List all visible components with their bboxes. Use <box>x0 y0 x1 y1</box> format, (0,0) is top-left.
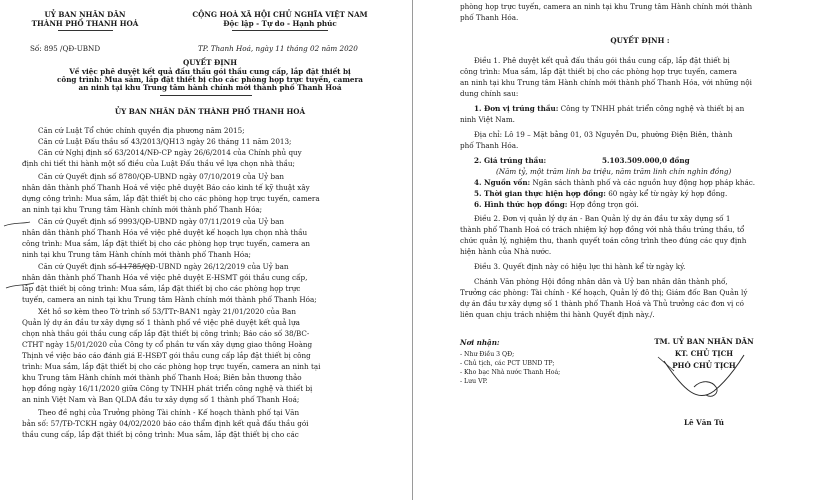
document-subtitle-line: Về việc phê duyệt kết quả đấu thầu gói thầu cung cấp, lắp đặt thiết bị <box>69 67 351 76</box>
body-line: an ninh Việt Nam và Ban QLDA đầu tư xây dựng số 1 thành phố Thanh Hoá; <box>22 395 300 404</box>
duration-label: 5. Thời gian thực hiện hợp đồng: <box>474 189 606 198</box>
duration-value: 60 ngày kể từ ngày ký hợp đồng. <box>605 189 728 198</box>
body-line: Căn cứ Luật Đấu thầu số 43/2013/QH13 ngày 26 tháng 11 năm 2013; <box>38 137 292 146</box>
price-value: 5.103.509.000,0 đồng <box>602 156 690 165</box>
article-2-line: hiện hành của Nhà nước. <box>460 247 552 256</box>
recipients-title: Nơi nhận: <box>460 338 500 347</box>
address-line: phố Thanh Hóa. <box>460 141 519 150</box>
duration-line <box>474 189 727 198</box>
body-line: chọn nhà thầu gói thầu cung cấp lắp đặt thiết bị công trình; Báo cáo số 38/BC- <box>22 329 310 338</box>
body-line: Căn cứ Quyết định số 8780/QĐ-UBND ngày 07/10/2019 của Uỷ ban <box>38 172 284 181</box>
price-in-words: (Năm tỷ, một trăm linh ba triệu, năm trăm linh chín nghìn đồng) <box>496 167 732 176</box>
address-line: Địa chỉ: Lô 19 – Mặt bằng 01, 03 Nguyễn Du, phường Điện Biên, thành <box>474 130 733 139</box>
body-line: khu Trung tâm Hành chính mới thành phố Thanh Hoá; Biên bản thương thảo <box>22 373 302 382</box>
body-line: ninh tại khu Trung tâm Hành chính mới thành phố Thanh Hóa; <box>22 250 251 259</box>
article-1-line: công trình: Mua sắm, lắp đặt thiết bị cho các phòng họp trực tuyến, camera <box>460 67 737 76</box>
price-label: 2. Giá trúng thầu: <box>474 156 547 165</box>
subtitle-underline <box>160 95 252 96</box>
agency-name-line-2: THÀNH PHỐ THANH HOÁ <box>31 19 139 28</box>
body-line: phòng họp trực tuyến, camera an ninh tại khu Trung tâm Hành chính mới thành <box>460 2 753 11</box>
body-line: Căn cứ Quyết định số 11785/QĐ-UBND ngày 26/12/2019 của Uỷ ban <box>38 262 289 271</box>
body-line: định chi tiết thi hành một số điều của Luật Đấu thầu về lựa chọn nhà thầu; <box>22 159 295 168</box>
body-line: dựng công trình: Mua sắm, lắp đặt thiết bị cho các phòng họp trực tuyến, camera <box>22 194 320 203</box>
recipient-item: - Kho bạc Nhà nước Thanh Hoá; <box>460 369 561 376</box>
national-motto: Độc lập - Tự do - Hạnh phúc <box>223 19 337 28</box>
winner-value: Công ty TNHH phát triển công nghệ và thiết bị an <box>558 104 745 113</box>
body-line: Căn cứ Quyết định số 9993/QĐ-UBND ngày 07/11/2019 của Uỷ ban <box>38 217 284 226</box>
body-line: Căn cứ Nghị định số 63/2014/NĐ-CP ngày 26/6/2014 của Chính phủ quy <box>38 148 302 157</box>
article-1-line: dung chính sau: <box>460 89 519 98</box>
contract-type-value: Hợp đồng trọn gói. <box>567 200 639 209</box>
winner-line <box>474 104 744 113</box>
body-line: thầu cung cấp, lắp đặt thiết bị công trình: Mua sắm, lắp đặt thiết bị cho các <box>22 430 299 439</box>
document-subtitle-line: an ninh tại khu Trung tâm hành chính mới thành phố Thanh Hoá <box>78 83 342 92</box>
document-page-right <box>440 0 840 500</box>
signer-name: Lê Văn Tú <box>683 418 724 427</box>
body-line: lắp đặt thiết bị công trình: Mua sắm, lắp đặt thiết bị cho các phòng họp trực <box>22 284 301 293</box>
body-line: Quản lý dự án đầu tư xây dựng số 1 thành phố về việc phê duyệt kết quả lựa <box>22 318 300 327</box>
capital-value: Ngân sách thành phố và các nguồn huy động hợp pháp khác. <box>530 178 756 187</box>
signature-organization: TM. UỶ BAN NHÂN DÂN <box>654 337 754 346</box>
signature-role: PHÓ CHỦ TỊCH <box>672 361 736 370</box>
body-line: nhân dân thành phố Thanh Hóa về việc phê duyệt E-HSMT gói thầu cung cấp, <box>22 273 308 282</box>
article-3: Điều 3. Quyết định này có hiệu lực thi hành kể từ ngày ký. <box>474 262 686 271</box>
body-line: CTHT ngày 15/01/2020 của Công ty cổ phần tư vấn xây dựng giao thông Hoàng <box>22 340 313 349</box>
decision-heading: QUYẾT ĐỊNH : <box>610 36 670 45</box>
capital-label: 4. Nguồn vốn: <box>474 178 531 187</box>
issuing-authority: ỦY BAN NHÂN DÂN THÀNH PHỐ THANH HOÁ <box>114 107 306 116</box>
article-2-line: Điều 2. Đơn vị quản lý dự án - Ban Quản lý dự án đầu tư xây dựng số 1 <box>474 214 731 223</box>
body-line: Xét hồ sơ kèm theo Tờ trình số 53/TTr-BAN1 ngày 21/01/2020 của Ban <box>38 307 296 316</box>
article-1-line: an ninh tại khu Trung tâm Hành chính mới thành phố Thanh Hóa, với những nội <box>460 78 752 87</box>
document-number: Số: 895 /QĐ-UBND <box>30 44 101 53</box>
page-divider <box>412 0 413 500</box>
article-2-line: thành phố Thanh Hoá có trách nhiệm ký hợp đồng với nhà thầu trúng thầu, tổ <box>460 225 745 234</box>
body-line: hợp đồng ngày 16/11/2020 giữa Công ty TNHH phát triển công nghệ và thiết bị <box>22 384 313 393</box>
article-1-line: Điều 1. Phê duyệt kết quả đấu thầu gói thầu cung cấp, lắp đặt thiết bị <box>474 56 730 65</box>
recipient-item: - Như Điều 3 QĐ; <box>460 351 515 358</box>
winner-label: 1. Đơn vị trúng thầu: <box>474 104 559 113</box>
article-2-line: chức quản lý, nghiệm thu, thanh quyết toán công trình theo đúng các quy định <box>460 236 747 245</box>
contract-type-line <box>474 200 639 209</box>
body-line: Căn cứ Luật Tổ chức chính quyền địa phương năm 2015; <box>38 126 245 135</box>
body-line: Thịnh về việc báo cáo đánh giá E-HSĐT gói thầu cung cấp lắp đặt thiết bị công <box>22 351 311 360</box>
body-line: trình: Mua sắm, lắp đặt thiết bị cho các phòng họp trực tuyến, camera an ninh tại <box>22 362 321 371</box>
recipient-item: - Chủ tịch, các PCT UBND TP; <box>460 360 555 367</box>
agency-underline <box>58 30 113 31</box>
winner-continued: ninh Việt Nam. <box>460 115 515 124</box>
agency-name-line-1: UỶ BAN NHÂN DÂN <box>44 10 126 19</box>
body-line: nhân dân thành phố Thanh Hoá về việc phê duyệt Báo cáo kinh tế kỹ thuật xây <box>22 183 310 192</box>
body-line: bản số: 57/TĐ-TCKH ngày 04/02/2020 báo cáo thẩm định kết quả đấu thầu gói <box>22 419 309 428</box>
contract-type-label: 6. Hình thức hợp đồng: <box>474 200 568 209</box>
closing-line: Trưởng các phòng: Tài chính - Kế hoạch, Quản lý đô thị; Giám đốc Ban Quản lý <box>460 288 748 297</box>
official-seal-and-signature <box>654 351 750 411</box>
recipient-item: - Lưu VP. <box>460 378 488 385</box>
closing-line: liên quan chịu trách nhiệm thi hành Quyết định này./. <box>460 310 655 319</box>
body-line: nhân dân thành phố Thanh Hóa về việc phê duyệt kế hoạch lựa chọn nhà thầu <box>22 228 308 237</box>
signature-on-behalf: KT. CHỦ TỊCH <box>674 349 734 358</box>
motto-underline <box>232 30 328 31</box>
document-subtitle-line: công trình: Mua sắm, lắp đặt thiết bị cho các phòng họp trực tuyến, camera <box>57 75 363 84</box>
document-date: TP. Thanh Hoá, ngày 11 tháng 02 năm 2020 <box>198 44 358 53</box>
body-line: Theo đề nghị của Trưởng phòng Tài chính - Kế hoạch thành phố tại Văn <box>38 408 300 417</box>
closing-line: Chánh Văn phòng Hội đồng nhân dân và Uỷ ban nhân dân thành phố, <box>474 277 728 286</box>
body-line: công trình: Mua sắm, lắp đặt thiết bị cho các phòng họp trực tuyến, camera an <box>22 239 311 248</box>
document-title: QUYẾT ĐỊNH <box>183 58 237 67</box>
body-line: an ninh tại khu Trung tâm Hành chính mới thành phố Thanh Hóa; <box>22 205 263 214</box>
closing-line: dự án đầu tư xây dựng số 1 thành phố Thanh Hoá và Thủ trưởng các đơn vị có <box>460 299 744 308</box>
body-line: phố Thanh Hóa. <box>460 13 519 22</box>
capital-line <box>474 178 755 187</box>
national-title: CỘNG HOÀ XÃ HỘI CHỦ NGHĨA VIỆT NAM <box>192 10 368 19</box>
document-page-left <box>0 0 408 500</box>
body-line: tuyến, camera an ninh tại khu Trung tâm Hành chính mới thành phố Thanh Hóa; <box>22 295 317 304</box>
